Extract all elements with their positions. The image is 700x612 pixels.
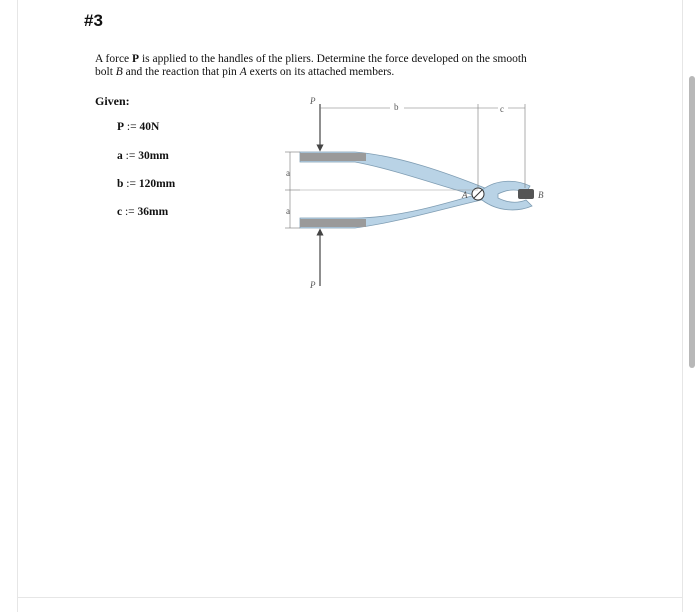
given-value: 36mm (137, 206, 169, 218)
page-bottom-border (17, 597, 683, 598)
dim-label-c: c (500, 104, 504, 114)
dim-label-a-bottom: a (286, 206, 290, 216)
lower-grip (300, 219, 366, 227)
pliers-figure (270, 90, 560, 300)
force-symbol: P (132, 53, 140, 65)
given-assign: := (126, 178, 136, 190)
given-assign: := (126, 121, 137, 133)
given-symbol: P (117, 121, 125, 133)
given-item-b (117, 178, 175, 190)
upper-grip (300, 153, 366, 161)
given-item-c (117, 206, 168, 218)
bolt-symbol: B (115, 66, 123, 78)
page-left-border (17, 0, 18, 612)
dim-label-a-top: a (286, 168, 290, 178)
given-assign: := (125, 150, 136, 162)
given-symbol: c (117, 206, 123, 218)
statement-text: exerts on its attached members. (246, 66, 395, 78)
force-label-bottom: P (310, 280, 316, 290)
given-assign: := (124, 206, 135, 218)
statement-text: and the reaction that pin (122, 66, 240, 78)
pin-symbol: A (239, 66, 247, 78)
given-value: 40N (139, 121, 160, 133)
given-item-a (117, 150, 169, 162)
bolt-label-b: B (538, 190, 544, 200)
problem-statement (95, 53, 535, 79)
given-symbol: b (117, 178, 124, 190)
force-label-top: P (310, 96, 316, 106)
pin-label-a: A (462, 190, 468, 200)
given-symbol: a (117, 150, 123, 162)
page-right-border (682, 0, 683, 612)
given-item-P (117, 121, 159, 133)
bolt-b (518, 189, 534, 199)
given-value: 30mm (138, 150, 169, 162)
given-label: Given: (95, 94, 130, 108)
dim-label-b: b (394, 102, 399, 112)
vertical-scrollbar[interactable] (689, 76, 695, 368)
problem-number: #3 (84, 11, 103, 30)
statement-text: A force (95, 53, 133, 65)
given-value: 120mm (138, 178, 176, 190)
statement-text: is applied to the handles of the pliers. Determine the force developed on the smooth bolt (95, 53, 527, 78)
